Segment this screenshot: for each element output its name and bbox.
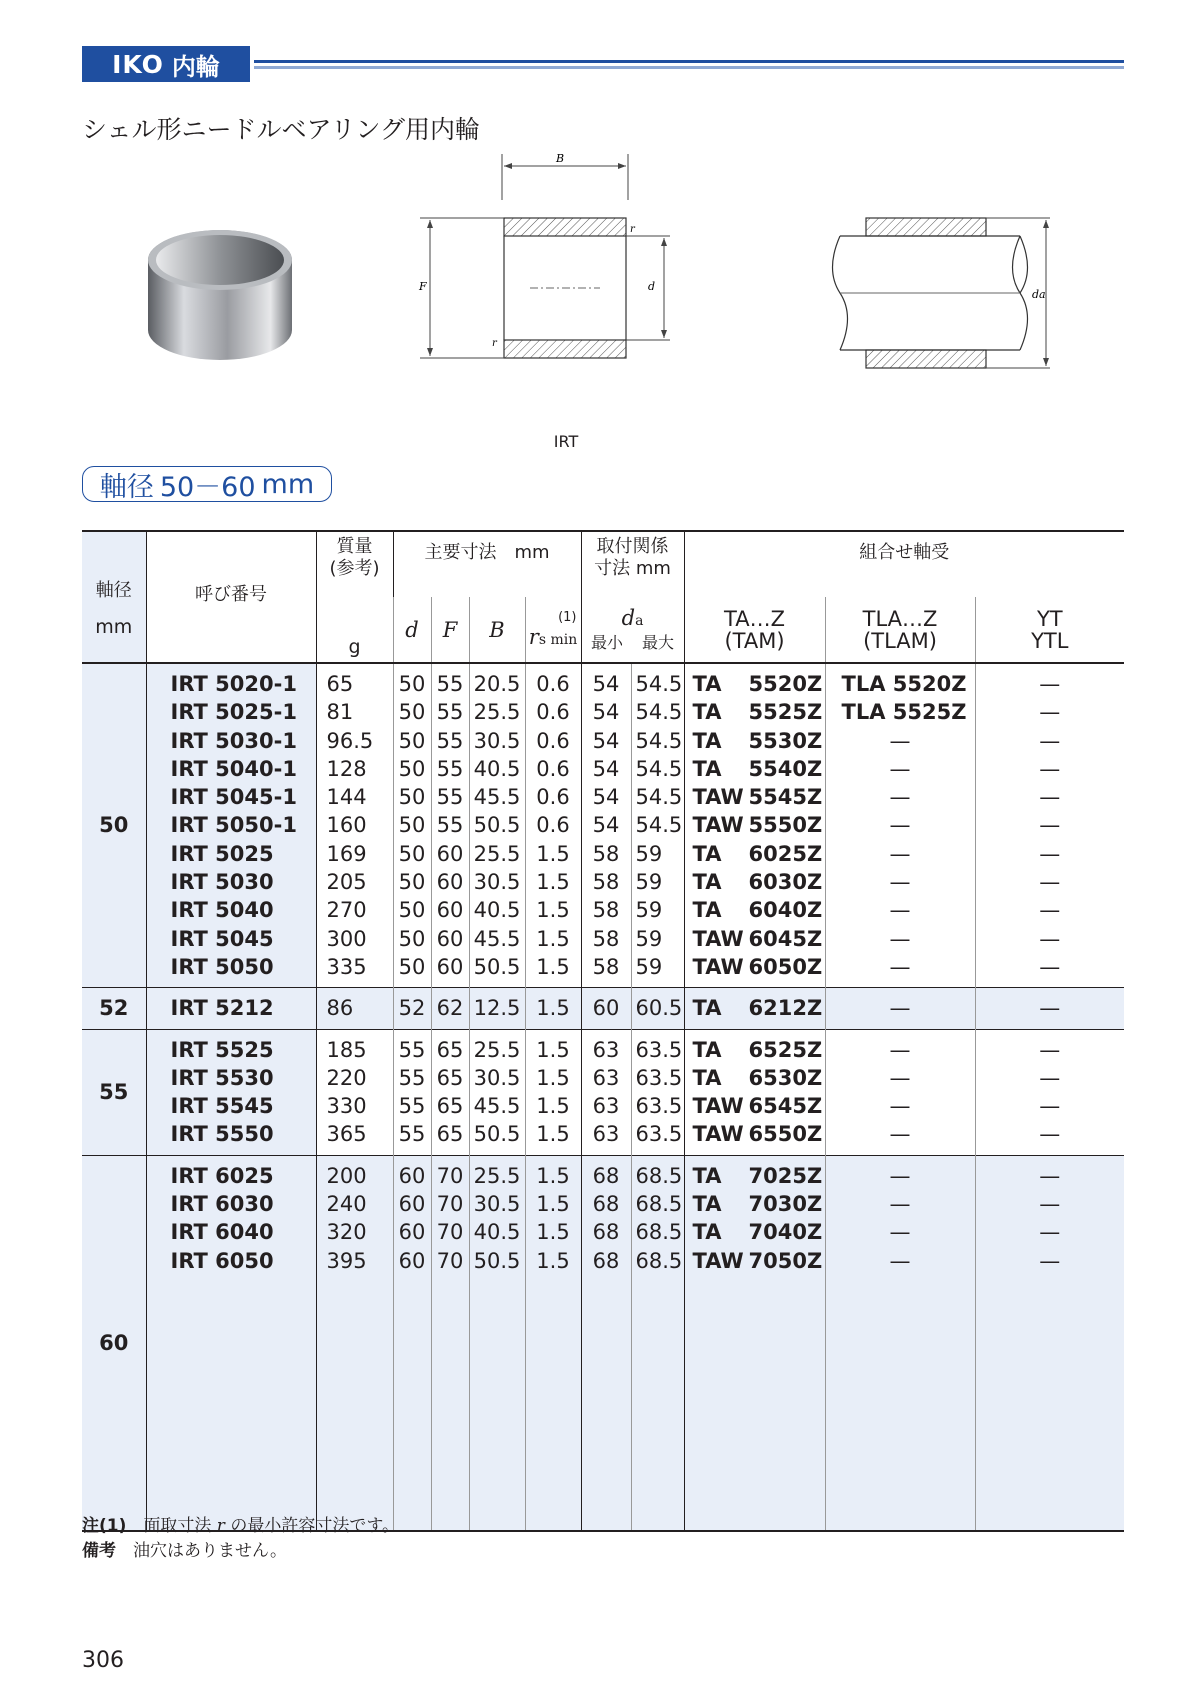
mass-value: 160 <box>316 811 393 839</box>
b-value: 30.5 <box>469 727 525 755</box>
brand-banner <box>82 46 250 82</box>
col-ta-header: TA…Z (TAM) <box>684 597 825 663</box>
table-row <box>82 727 1124 755</box>
da-min-value: 54 <box>581 698 631 726</box>
mass-value: 81 <box>316 698 393 726</box>
ta-bearing: TAW 7050Z <box>684 1247 825 1275</box>
table-body <box>82 663 1124 1531</box>
part-number: IRT 5020-1 <box>146 663 316 698</box>
tla-bearing: — <box>825 1218 975 1246</box>
f-value: 55 <box>431 755 469 783</box>
table-row <box>82 1190 1124 1218</box>
tla-bearing: — <box>825 988 975 1029</box>
dimension-table <box>82 530 1124 1532</box>
footnotes <box>82 1514 399 1564</box>
table-row <box>82 953 1124 988</box>
tla-bearing: — <box>825 1190 975 1218</box>
ta-bearing: TA 5540Z <box>684 755 825 783</box>
yt-bearing: — <box>975 1092 1124 1120</box>
tla-bearing: — <box>825 1029 975 1064</box>
dim-da-label: da <box>1032 288 1046 301</box>
mass-value: 365 <box>316 1120 393 1155</box>
d-value: 60 <box>393 1218 431 1246</box>
da-min-value: 63 <box>581 1064 631 1092</box>
b-value: 25.5 <box>469 698 525 726</box>
d-value: 50 <box>393 896 431 924</box>
d-value: 50 <box>393 925 431 953</box>
yt-bearing: — <box>975 663 1124 698</box>
da-max-value: 54.5 <box>631 663 684 698</box>
b-value: 40.5 <box>469 755 525 783</box>
r-value: 1.5 <box>525 840 581 868</box>
da-min-value: 60 <box>581 988 631 1029</box>
table-row <box>82 1155 1124 1190</box>
mass-value: 185 <box>316 1029 393 1064</box>
f-value: 62 <box>431 988 469 1029</box>
ta-bearing: TA 6030Z <box>684 868 825 896</box>
yt-bearing: — <box>975 1029 1124 1064</box>
table-row <box>82 663 1124 698</box>
shaft-range-badge <box>82 466 332 502</box>
b-value: 25.5 <box>469 1029 525 1064</box>
mass-value: 320 <box>316 1218 393 1246</box>
part-number: IRT 5530 <box>146 1064 316 1092</box>
f-value: 60 <box>431 896 469 924</box>
b-value: 50.5 <box>469 811 525 839</box>
yt-bearing: — <box>975 925 1124 953</box>
part-number: IRT 5050-1 <box>146 811 316 839</box>
tla-bearing: — <box>825 868 975 896</box>
ta-bearing: TA 7030Z <box>684 1190 825 1218</box>
r-value: 1.5 <box>525 1190 581 1218</box>
part-number: IRT 5025-1 <box>146 698 316 726</box>
ta-bearing: TA 6212Z <box>684 988 825 1029</box>
mass-value: 96.5 <box>316 727 393 755</box>
f-value: 70 <box>431 1190 469 1218</box>
col-tla-header: TLA…Z (TLAM) <box>825 597 975 663</box>
ta-bearing: TAW 6050Z <box>684 953 825 988</box>
col-b-header: B <box>469 597 525 663</box>
mass-value: 220 <box>316 1064 393 1092</box>
f-value: 70 <box>431 1247 469 1275</box>
table-row <box>82 1092 1124 1120</box>
b-value: 50.5 <box>469 953 525 988</box>
da-max-value: 63.5 <box>631 1092 684 1120</box>
part-number: IRT 5040-1 <box>146 755 316 783</box>
ta-bearing: TA 7025Z <box>684 1155 825 1190</box>
f-value: 60 <box>431 953 469 988</box>
d-value: 55 <box>393 1064 431 1092</box>
mass-value: 300 <box>316 925 393 953</box>
r-value: 1.5 <box>525 925 581 953</box>
da-max-value: 68.5 <box>631 1247 684 1275</box>
table-filler-row <box>82 1275 1124 1303</box>
table-row <box>82 1120 1124 1155</box>
d-value: 50 <box>393 868 431 896</box>
da-max-value: 59 <box>631 953 684 988</box>
da-max-value: 63.5 <box>631 1120 684 1155</box>
col-shaft-header: 軸径 mm <box>82 531 146 663</box>
col-yt-header: YT YTL <box>975 597 1124 663</box>
tla-bearing: TLA 5520Z <box>825 663 975 698</box>
col-name-header: 呼び番号 <box>146 531 316 663</box>
d-value: 55 <box>393 1092 431 1120</box>
dim-b-label: B <box>555 152 565 165</box>
ta-bearing: TAW 6545Z <box>684 1092 825 1120</box>
part-number: IRT 5550 <box>146 1120 316 1155</box>
remark: 備考 油穴はありません。 <box>82 1541 288 1561</box>
tla-bearing: — <box>825 840 975 868</box>
r-value: 1.5 <box>525 1247 581 1275</box>
mass-value: 240 <box>316 1190 393 1218</box>
mass-value: 128 <box>316 755 393 783</box>
col-mass-header: 質量 (参考) <box>316 531 393 597</box>
f-value: 55 <box>431 783 469 811</box>
da-max-value: 59 <box>631 868 684 896</box>
ta-bearing: TA 5525Z <box>684 698 825 726</box>
da-max-value: 59 <box>631 925 684 953</box>
d-value: 50 <box>393 953 431 988</box>
da-min-value: 54 <box>581 727 631 755</box>
b-value: 45.5 <box>469 1092 525 1120</box>
footnote-1: 注(1) 面取寸法 r の最小許容寸法です。 <box>82 1516 399 1536</box>
table-row <box>82 755 1124 783</box>
range-unit: mm <box>261 468 315 500</box>
table-filler-row <box>82 1473 1124 1501</box>
tla-bearing: — <box>825 1247 975 1275</box>
ta-bearing: TA 6025Z <box>684 840 825 868</box>
da-min-value: 54 <box>581 783 631 811</box>
da-min-value: 58 <box>581 896 631 924</box>
b-value: 12.5 <box>469 988 525 1029</box>
r-value: 0.6 <box>525 727 581 755</box>
f-value: 60 <box>431 840 469 868</box>
tla-bearing: — <box>825 1092 975 1120</box>
yt-bearing: — <box>975 698 1124 726</box>
mass-value: 335 <box>316 953 393 988</box>
mass-value: 330 <box>316 1092 393 1120</box>
part-number: IRT 5040 <box>146 896 316 924</box>
r-value: 1.5 <box>525 1155 581 1190</box>
f-value: 65 <box>431 1064 469 1092</box>
f-value: 65 <box>431 1092 469 1120</box>
table-filler-row <box>82 1445 1124 1473</box>
tla-bearing: — <box>825 811 975 839</box>
tla-bearing: — <box>825 953 975 988</box>
da-min-value: 54 <box>581 663 631 698</box>
d-value: 60 <box>393 1155 431 1190</box>
mass-value: 270 <box>316 896 393 924</box>
b-value: 40.5 <box>469 896 525 924</box>
f-value: 55 <box>431 698 469 726</box>
d-value: 50 <box>393 663 431 698</box>
da-min-value: 58 <box>581 868 631 896</box>
da-min-value: 63 <box>581 1029 631 1064</box>
b-value: 50.5 <box>469 1120 525 1155</box>
part-number: IRT 5025 <box>146 840 316 868</box>
d-value: 50 <box>393 840 431 868</box>
b-value: 45.5 <box>469 925 525 953</box>
col-combination-header: 組合せ軸受 <box>684 531 1124 597</box>
ta-bearing: TAW 6045Z <box>684 925 825 953</box>
table-row <box>82 783 1124 811</box>
dim-d-label: d <box>648 280 656 293</box>
dim-r-label-top: r <box>630 224 635 235</box>
da-min-value: 63 <box>581 1092 631 1120</box>
d-value: 50 <box>393 727 431 755</box>
mass-value: 86 <box>316 988 393 1029</box>
part-number: IRT 5030 <box>146 868 316 896</box>
table-filler-row <box>82 1303 1124 1331</box>
table-row <box>82 868 1124 896</box>
table-row <box>82 1029 1124 1064</box>
yt-bearing: — <box>975 1190 1124 1218</box>
yt-bearing: — <box>975 868 1124 896</box>
f-value: 55 <box>431 663 469 698</box>
irt-cross-section-drawing <box>420 150 680 390</box>
f-value: 70 <box>431 1155 469 1190</box>
part-number: IRT 5525 <box>146 1029 316 1064</box>
d-value: 55 <box>393 1120 431 1155</box>
yt-bearing: — <box>975 755 1124 783</box>
ta-bearing: TAW 6550Z <box>684 1120 825 1155</box>
da-max-value: 68.5 <box>631 1218 684 1246</box>
d-value: 50 <box>393 811 431 839</box>
table-row <box>82 840 1124 868</box>
yt-bearing: — <box>975 1155 1124 1190</box>
yt-bearing: — <box>975 783 1124 811</box>
part-number: IRT 5045 <box>146 925 316 953</box>
d-value: 50 <box>393 783 431 811</box>
da-min-value: 68 <box>581 1190 631 1218</box>
da-max-value: 68.5 <box>631 1155 684 1190</box>
d-value: 55 <box>393 1029 431 1064</box>
da-max-value: 54.5 <box>631 727 684 755</box>
da-min-value: 58 <box>581 840 631 868</box>
tla-bearing: — <box>825 1064 975 1092</box>
d-value: 50 <box>393 755 431 783</box>
mass-value: 200 <box>316 1155 393 1190</box>
shaft-diameter: 52 <box>82 988 146 1029</box>
r-value: 1.5 <box>525 1029 581 1064</box>
ta-bearing: TAW 5550Z <box>684 811 825 839</box>
r-value: 1.5 <box>525 1092 581 1120</box>
r-value: 0.6 <box>525 663 581 698</box>
b-value: 50.5 <box>469 1247 525 1275</box>
da-max-value: 59 <box>631 840 684 868</box>
r-value: 1.5 <box>525 1064 581 1092</box>
tla-bearing: — <box>825 783 975 811</box>
part-number: IRT 5545 <box>146 1092 316 1120</box>
da-max-value: 68.5 <box>631 1190 684 1218</box>
header-rule-light <box>254 66 1124 69</box>
yt-bearing: — <box>975 896 1124 924</box>
d-value: 60 <box>393 1247 431 1275</box>
header-rule <box>254 60 1124 63</box>
da-min-value: 58 <box>581 953 631 988</box>
b-value: 25.5 <box>469 840 525 868</box>
table-row <box>82 1247 1124 1275</box>
tla-bearing: — <box>825 925 975 953</box>
da-max-value: 54.5 <box>631 811 684 839</box>
tla-bearing: — <box>825 755 975 783</box>
ta-bearing: TA 6040Z <box>684 896 825 924</box>
da-min-value: 63 <box>581 1120 631 1155</box>
part-number: IRT 6030 <box>146 1190 316 1218</box>
yt-bearing: — <box>975 988 1124 1029</box>
r-value: 0.6 <box>525 755 581 783</box>
yt-bearing: — <box>975 840 1124 868</box>
inner-ring-photo <box>140 218 300 378</box>
ta-bearing: TAW 5545Z <box>684 783 825 811</box>
range-label: 軸径 <box>99 471 154 503</box>
ta-bearing: TA 5530Z <box>684 727 825 755</box>
d-value: 50 <box>393 698 431 726</box>
da-max-value: 54.5 <box>631 755 684 783</box>
iko-logo: IKO <box>112 49 164 79</box>
f-value: 55 <box>431 727 469 755</box>
ta-bearing: TA 7040Z <box>684 1218 825 1246</box>
part-number: IRT 5045-1 <box>146 783 316 811</box>
ta-bearing: TA 5520Z <box>684 663 825 698</box>
da-min-value: 68 <box>581 1218 631 1246</box>
da-max-value: 60.5 <box>631 988 684 1029</box>
b-value: 45.5 <box>469 783 525 811</box>
dim-f-label: F <box>419 280 427 293</box>
part-number: IRT 5030-1 <box>146 727 316 755</box>
tla-bearing: — <box>825 1120 975 1155</box>
mass-value: 205 <box>316 868 393 896</box>
col-d-header: d <box>393 597 431 663</box>
r-value: 1.5 <box>525 988 581 1029</box>
dim-r-label-bottom: r <box>492 338 497 349</box>
col-mounting-header: 取付関係 寸法 mm <box>581 531 684 597</box>
b-value: 40.5 <box>469 1218 525 1246</box>
f-value: 65 <box>431 1120 469 1155</box>
da-min-value: 54 <box>581 755 631 783</box>
r-value: 1.5 <box>525 868 581 896</box>
col-da-max: 最大 <box>642 633 675 652</box>
d-value: 60 <box>393 1190 431 1218</box>
da-max-value: 54.5 <box>631 698 684 726</box>
part-number: IRT 5212 <box>146 988 316 1029</box>
table-filler-row <box>82 1388 1124 1416</box>
r-value: 1.5 <box>525 896 581 924</box>
tla-bearing: — <box>825 727 975 755</box>
col-da-header: da 最小 最大 <box>581 597 684 663</box>
b-value: 30.5 <box>469 1190 525 1218</box>
ta-bearing: TA 6525Z <box>684 1029 825 1064</box>
f-value: 60 <box>431 868 469 896</box>
f-value: 55 <box>431 811 469 839</box>
col-f-header: F <box>431 597 469 663</box>
da-min-value: 58 <box>581 925 631 953</box>
mass-value: 144 <box>316 783 393 811</box>
mass-value: 395 <box>316 1247 393 1275</box>
yt-bearing: — <box>975 811 1124 839</box>
mounting-drawing <box>820 200 1070 390</box>
r-value: 1.5 <box>525 953 581 988</box>
b-value: 30.5 <box>469 1064 525 1092</box>
part-number: IRT 5050 <box>146 953 316 988</box>
mass-value: 65 <box>316 663 393 698</box>
table-filler-row <box>82 1332 1124 1360</box>
da-max-value: 63.5 <box>631 1029 684 1064</box>
yt-bearing: — <box>975 1064 1124 1092</box>
ta-bearing: TA 6530Z <box>684 1064 825 1092</box>
table-filler-row <box>82 1360 1124 1388</box>
shaft-diameter: 60 <box>82 1155 146 1530</box>
r-value: 0.6 <box>525 811 581 839</box>
b-value: 25.5 <box>469 1155 525 1190</box>
table-row <box>82 988 1124 1029</box>
yt-bearing: — <box>975 727 1124 755</box>
shaft-diameter: 55 <box>82 1029 146 1155</box>
col-r-header: (1) rs min <box>525 597 581 663</box>
page-subtitle: シェル形ニードルベアリング用内輪 <box>82 115 481 144</box>
table-row <box>82 811 1124 839</box>
r-value: 0.6 <box>525 698 581 726</box>
tla-bearing: TLA 5525Z <box>825 698 975 726</box>
r-value: 0.6 <box>525 783 581 811</box>
table-filler-row <box>82 1416 1124 1444</box>
f-value: 60 <box>431 925 469 953</box>
part-number: IRT 6025 <box>146 1155 316 1190</box>
da-max-value: 59 <box>631 896 684 924</box>
table-row <box>82 925 1124 953</box>
da-max-value: 54.5 <box>631 783 684 811</box>
f-value: 65 <box>431 1029 469 1064</box>
col-main-dims-header: 主要寸法 mm <box>393 531 581 597</box>
table-row <box>82 896 1124 924</box>
figure-caption: IRT <box>553 432 579 451</box>
table-row <box>82 1218 1124 1246</box>
b-value: 30.5 <box>469 868 525 896</box>
yt-bearing: — <box>975 1218 1124 1246</box>
category-title: 内輪 <box>171 52 220 81</box>
da-min-value: 68 <box>581 1247 631 1275</box>
tla-bearing: — <box>825 1155 975 1190</box>
da-max-value: 63.5 <box>631 1064 684 1092</box>
table-row <box>82 1064 1124 1092</box>
r-value: 1.5 <box>525 1218 581 1246</box>
yt-bearing: — <box>975 1120 1124 1155</box>
part-number: IRT 6040 <box>146 1218 316 1246</box>
r-value: 1.5 <box>525 1120 581 1155</box>
da-min-value: 54 <box>581 811 631 839</box>
yt-bearing: — <box>975 953 1124 988</box>
tla-bearing: — <box>825 896 975 924</box>
b-value: 20.5 <box>469 663 525 698</box>
d-value: 52 <box>393 988 431 1029</box>
col-da-min: 最小 <box>591 633 624 652</box>
da-min-value: 68 <box>581 1155 631 1190</box>
f-value: 70 <box>431 1218 469 1246</box>
part-number: IRT 6050 <box>146 1247 316 1275</box>
page-number: 306 <box>82 1648 124 1673</box>
col-mass-unit: g <box>316 597 393 663</box>
yt-bearing: — <box>975 1247 1124 1275</box>
mass-value: 169 <box>316 840 393 868</box>
shaft-diameter: 50 <box>82 663 146 988</box>
range-value: 50－60 <box>159 471 256 503</box>
table-row <box>82 698 1124 726</box>
